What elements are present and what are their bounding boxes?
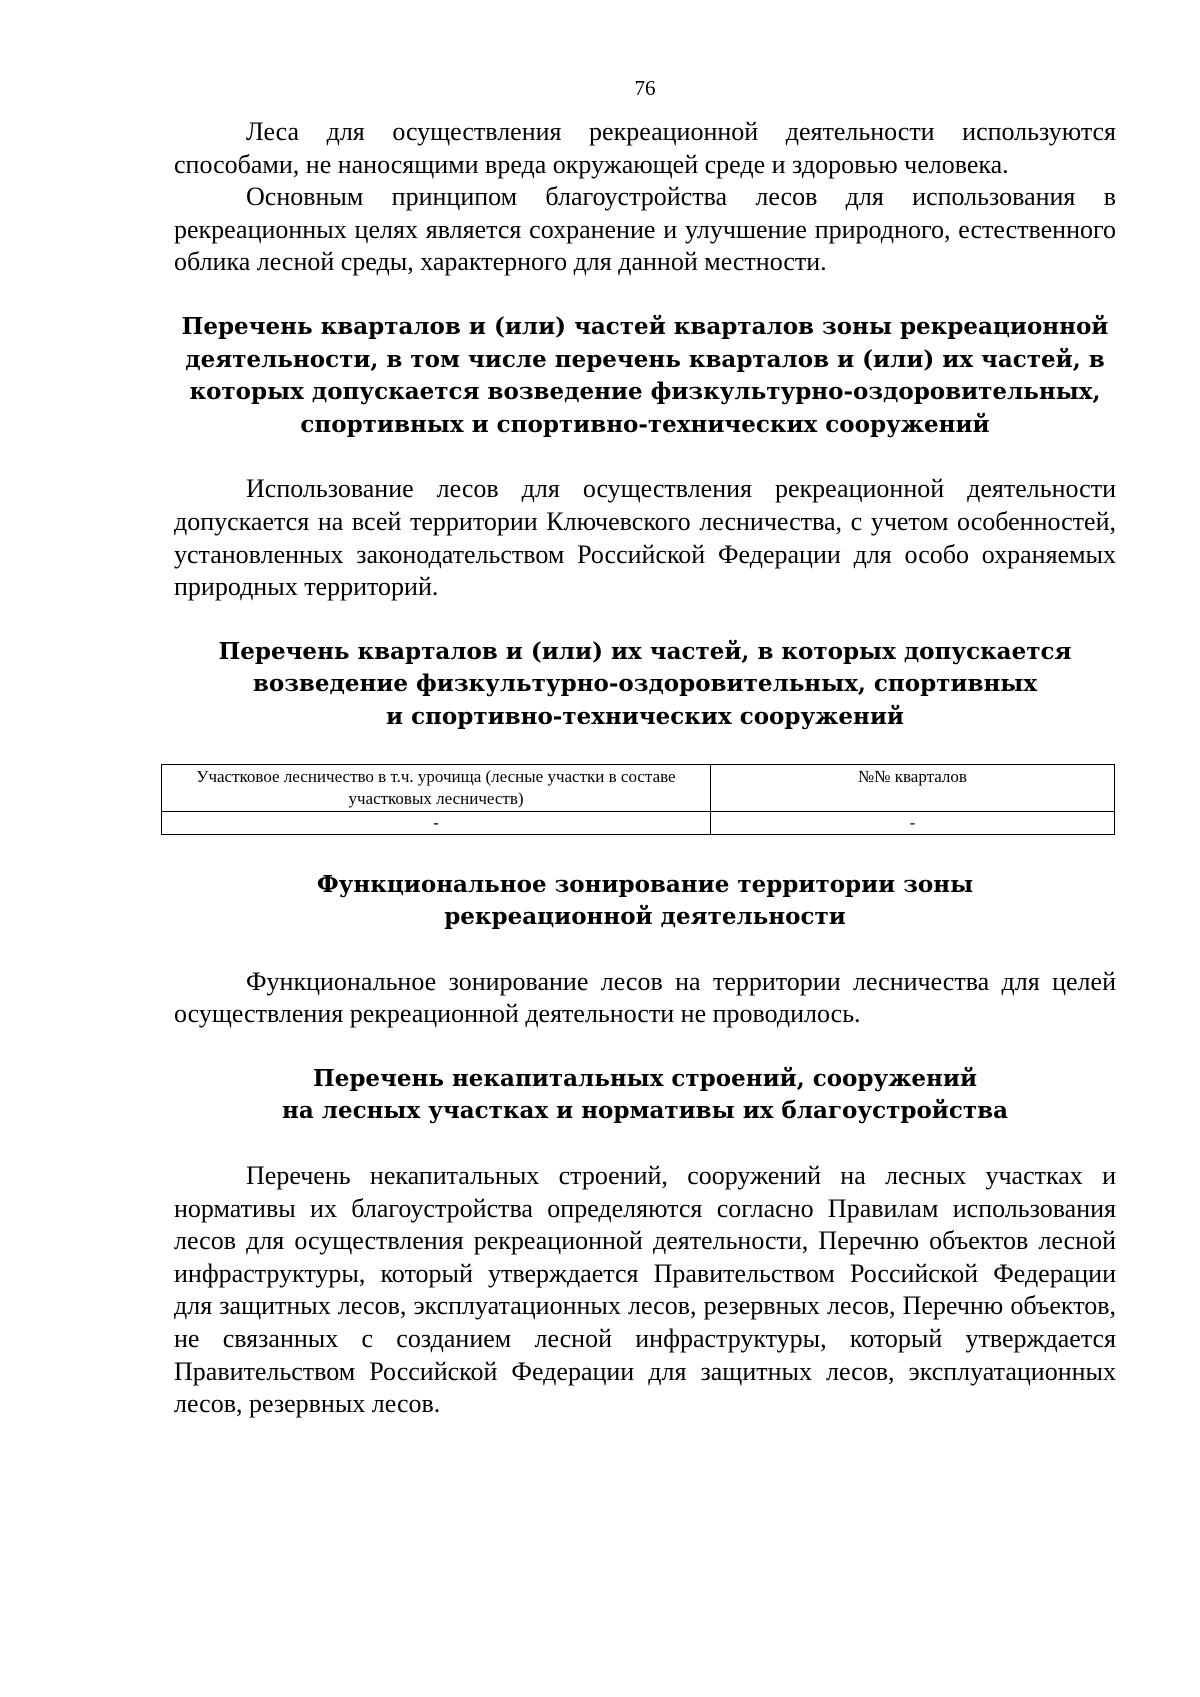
page-content: [174, 116, 1116, 1421]
heading-recreation-zone-quarters: [174, 311, 1116, 441]
heading-line: и спортивно-технических сооружений: [386, 702, 904, 730]
paragraph-non-capital-structures: Перечень некапитальных строений, сооружений на лесных участках и нормативы их благоустройства определяются согласно Правилам использования лесов для осуществления рекреационной деятельности, Перечню объектов лесной инфраструктуры, который утверждается Правительством Российской Федерации для защитных лесов, эксплуатационных лесов, резервных лесов, Перечню объектов, не связанных с созданием лесной инфраструктуры, который утверждается Правительством Российской Федерации для защитных лесов, эксплуатационных лесов, резервных лесов.: [174, 1161, 1116, 1419]
heading-line: деятельности, в том числе перечень кварталов и (или) их частей, в: [185, 345, 1105, 373]
heading-line: на лесных участках и нормативы их благоустройства: [282, 1097, 1008, 1125]
heading-functional-zoning: [174, 869, 1116, 934]
heading-line: Перечень некапитальных строений, сооружений: [312, 1064, 978, 1092]
paragraph-recreation-methods: Леса для осуществления рекреационной деятельности используются способами, не наносящими вреда окружающей среде и здоровью человека.: [174, 117, 1116, 179]
heading-non-capital-structures: [174, 1063, 1116, 1128]
quarters-table: [161, 764, 1115, 835]
heading-line: возведение физкультурно-оздоровительных, спортивных: [252, 670, 1038, 698]
paragraph-improvement-principle: Основным принципом благоустройства лесов для использования в рекреационных целях является сохранение и улучшение природного, естественного облика лесной среды, характерного для данной местности.: [174, 182, 1116, 277]
paragraph-forest-use: Использование лесов для осуществления рекреационной деятельности допускается на всей территории Ключевского лесничества, с учетом особенностей, установленных законодательством Российской Федерации для особо охраняемых природных территорий.: [174, 474, 1116, 602]
table-header-quarters: №№ кварталов: [711, 764, 1115, 811]
heading-line: Перечень кварталов и (или) частей кварталов зоны рекреационной: [181, 312, 1109, 340]
heading-line: Функциональное зонирование территории зоны: [316, 870, 974, 898]
heading-line: рекреационной деятельности: [444, 903, 846, 931]
table-header-row: [162, 764, 1115, 811]
heading-sports-structures-quarters: [174, 636, 1116, 734]
table-cell-quarters: -: [711, 811, 1115, 834]
table-header-forestry: Участковое лесничество в т.ч. урочища (лесные участки в составе участковых лесничеств): [162, 764, 711, 811]
table-row: [162, 811, 1115, 834]
heading-line: Перечень кварталов и (или) их частей, в которых допускается: [218, 637, 1072, 665]
page-number: 76: [634, 76, 656, 100]
heading-line: спортивных и спортивно-технических сооружений: [300, 410, 990, 438]
heading-line: которых допускается возведение физкультурно-оздоровительных,: [189, 378, 1101, 406]
paragraph-functional-zoning: Функциональное зонирование лесов на территории лесничества для целей осуществления рекреационной деятельности не проводилось.: [174, 966, 1116, 1029]
table-cell-forestry: -: [162, 811, 711, 834]
